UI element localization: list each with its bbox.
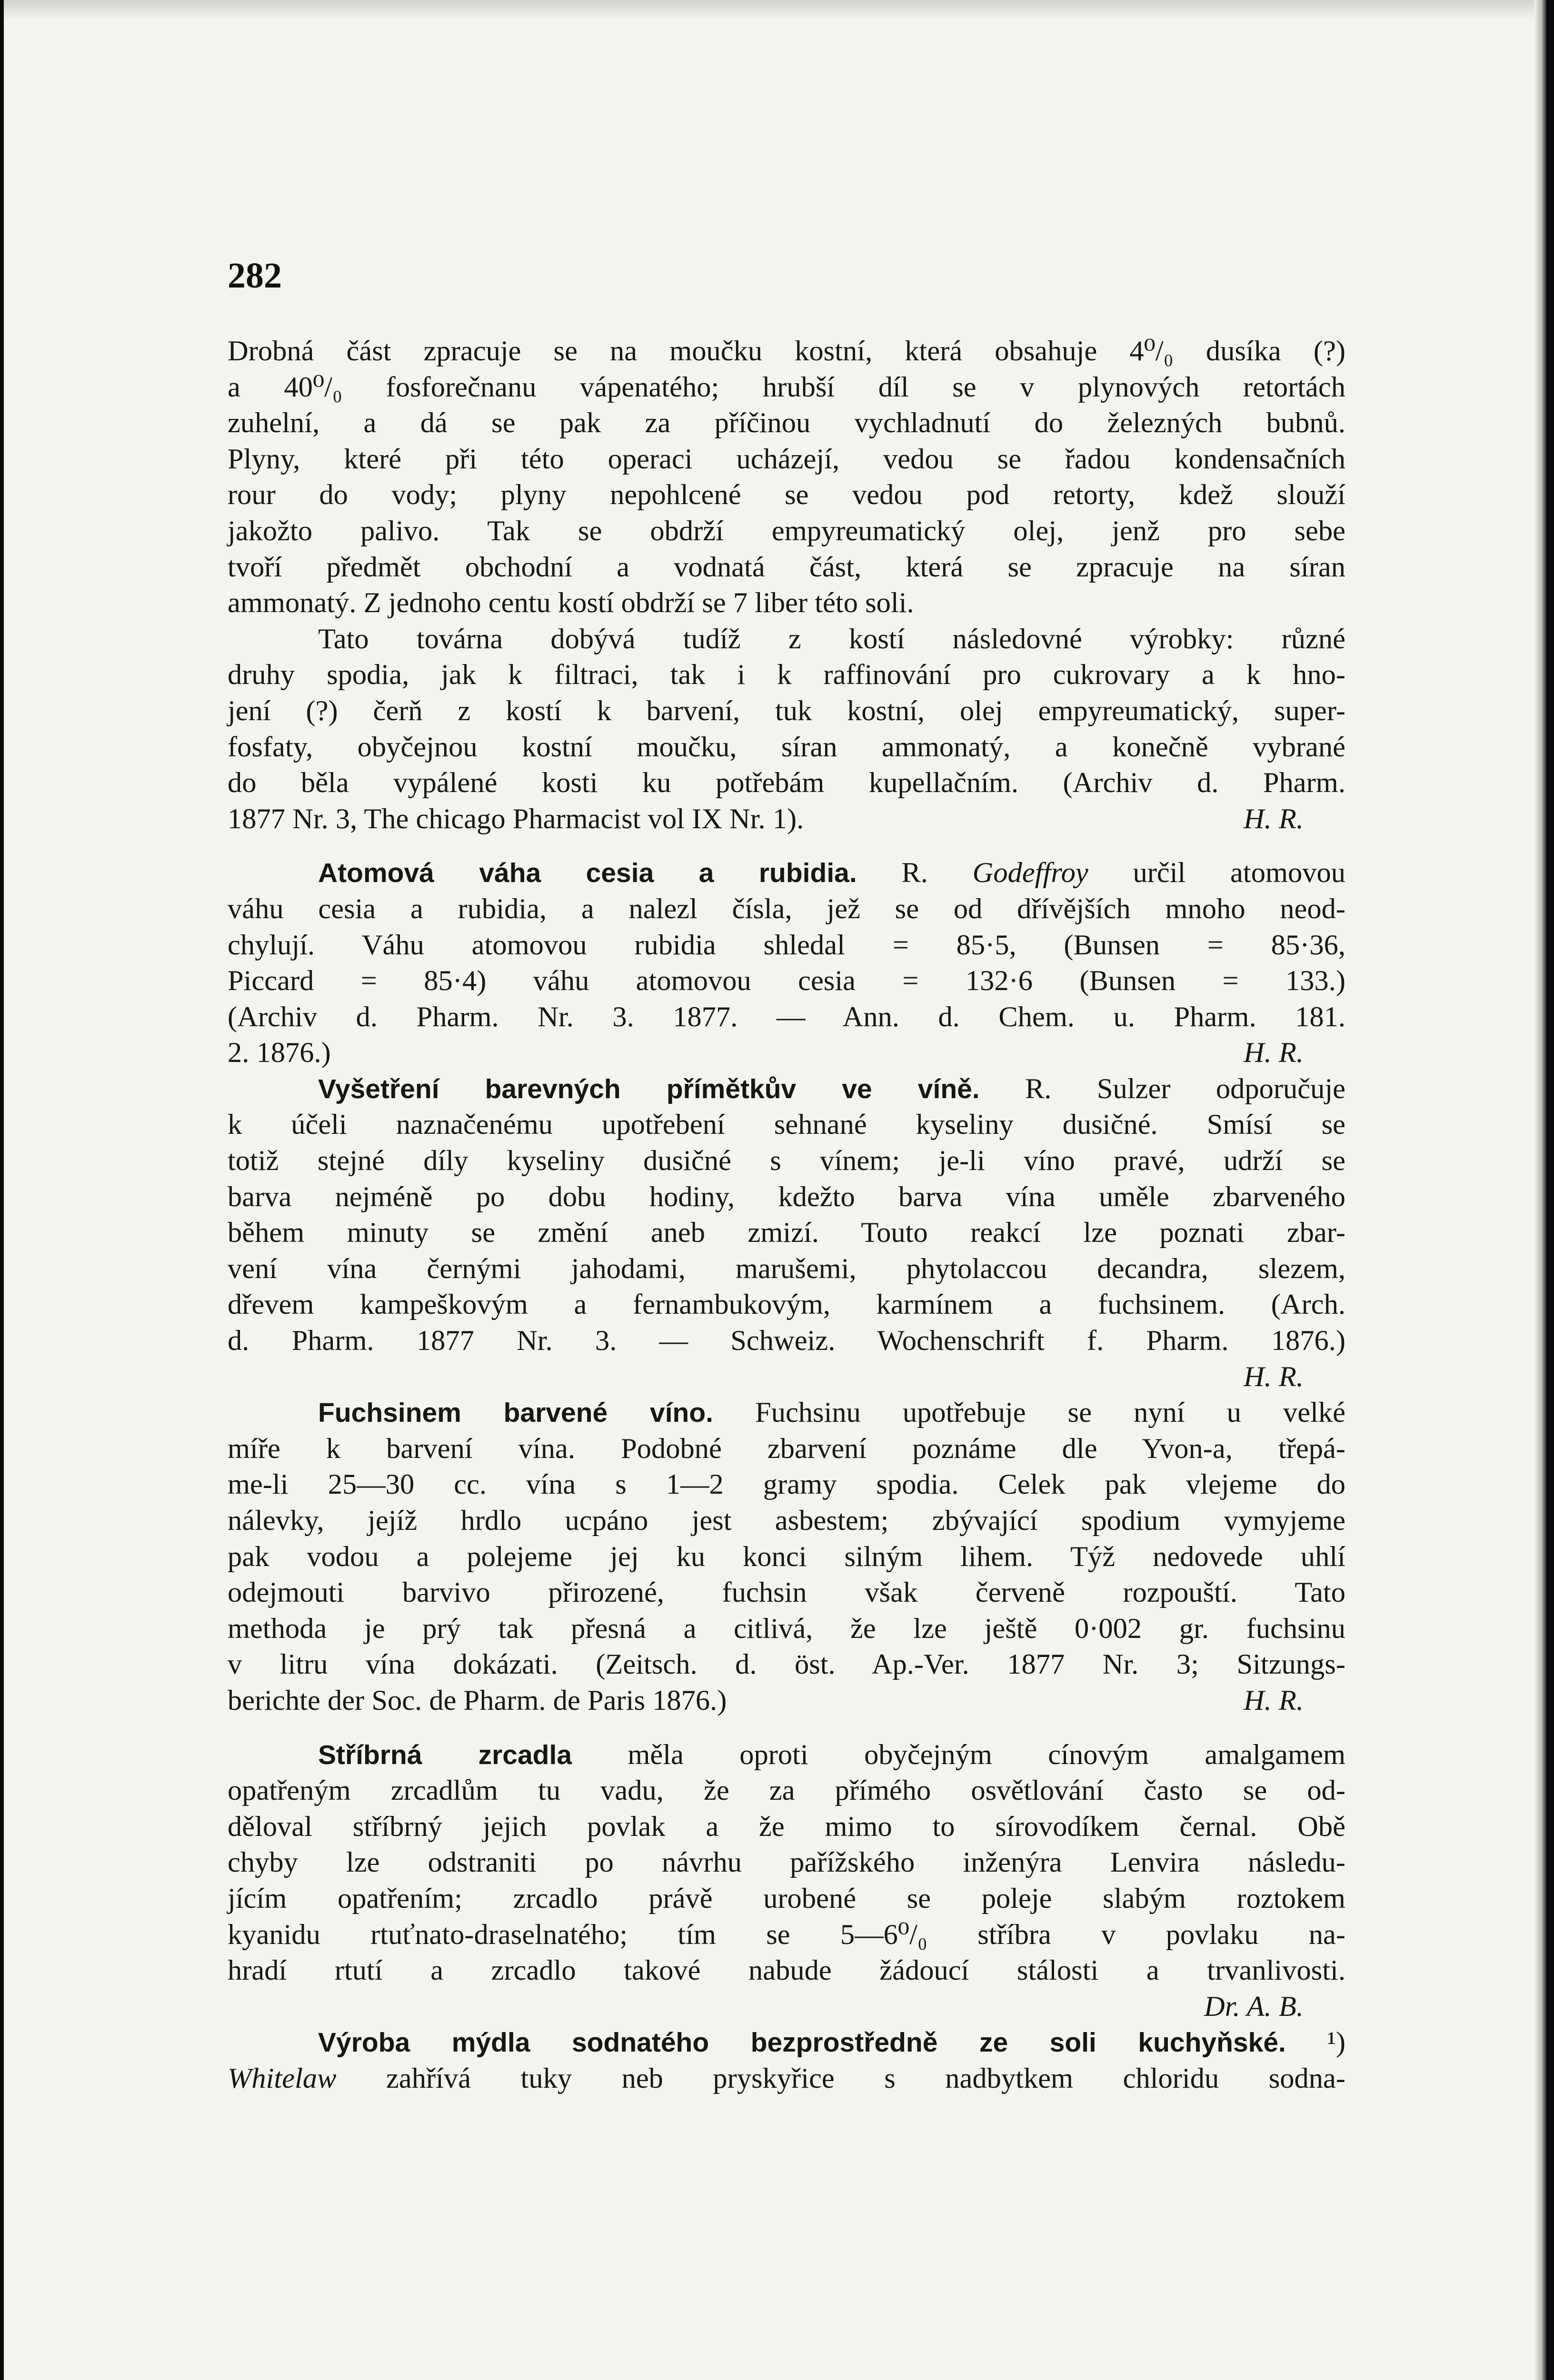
text-line: tvoří předmět obchodní a vodnatá část, která se zpracuje na síran <box>228 551 1345 583</box>
book-page <box>4 0 1546 2380</box>
text-line: a 40⁰/₀ fosforečnanu vápenatého; hrubší díl se v plynových retortách <box>228 371 1345 403</box>
text-line: d. Pharm. 1877 Nr. 3. — Schweiz. Wochenschrift f. Pharm. 1876.) <box>228 1325 1345 1357</box>
text-line: odejmouti barvivo přirozené, fuchsin však červeně rozpouští. Tato <box>228 1577 1345 1609</box>
page-edge-shadow <box>1534 0 1546 2380</box>
text-line <box>228 1035 1345 1071</box>
author-name: Whitelaw <box>228 2062 337 2094</box>
author-initials: H. R. <box>1243 803 1304 835</box>
text-line: v litru vína dokázati. (Zeitsch. d. öst. Ap.-Ver. 1877 Nr. 3; Sitzungs- <box>228 1648 1345 1681</box>
section-heading: Výroba mýdla sodnatého bezprostředně ze soli kuchyňské. <box>318 2027 1286 2058</box>
text-line: pak vodou a polejeme jej ku konci silným lihem. Týž nedovede uhlí <box>228 1540 1345 1573</box>
text-line: Piccard = 85·4) váhu atomovou cesia = 132·6 (Bunsen = 133.) <box>228 965 1345 997</box>
text-line: rour do vody; plyny nepohlcené se vedou pod retorty, kdež slouží <box>228 479 1345 511</box>
text-line: barva nejméně po dobu hodiny, kdežto barva vína uměle zbarveného <box>228 1180 1345 1213</box>
text-line: Tato továrna dobývá tudíž z kostí následovné výrobky: různé <box>318 623 1345 655</box>
text-line: k účeli naznačenému upotřebení sehnané kyseliny dusičné. Smísí se <box>228 1109 1345 1141</box>
section-heading: Fuchsinem barvené víno. <box>318 1398 714 1428</box>
text-fragment: Fuchsinu upotřebuje se nyní u velké <box>755 1397 1345 1429</box>
text-line: me-li 25—30 cc. vína s 1—2 gramy spodia. Celek pak vlejeme do <box>228 1468 1345 1501</box>
author-initials: H. R. <box>1243 1684 1304 1716</box>
text-fragment: měla oproti obyčejným cínovým amalgamem <box>628 1738 1346 1771</box>
citation-text: berichte der Soc. de Pharm. de Paris 1876.) <box>228 1684 727 1716</box>
text-line: jení (?) čerň z kostí k barvení, tuk kostní, olej empyreumatický, super- <box>228 694 1345 727</box>
text-line: druhy spodia, jak k filtraci, tak i k raffinování pro cukrovary a k hno- <box>228 659 1345 691</box>
page-body <box>228 333 1345 2097</box>
text-fragment: R. Sulzer odporučuje <box>1025 1072 1345 1105</box>
text-line: fosfaty, obyčejnou kostní moučku, síran ammonatý, a konečně vybrané <box>228 731 1345 763</box>
text-line: Drobná část zpracuje se na moučku kostní, která obsahuje 4⁰/₀ dusíka (?) <box>228 335 1345 367</box>
text-line: vení vína černými jahodami, marušemi, phytolaccou decandra, slezem, <box>228 1252 1345 1285</box>
text-line <box>228 801 1345 837</box>
text-line: jícím opatřením; zrcadlo právě urobené se poleje slabým roztokem <box>228 1882 1345 1914</box>
text-line: ammonatý. Z jednoho centu kostí obdrží se 7 liber této soli. <box>228 587 914 619</box>
section-heading-line <box>228 1071 1345 1107</box>
text-line: váhu cesia a rubidia, a nalezl čísla, jež se od dřívějších mnoho neod- <box>228 892 1345 925</box>
text-line: během minuty se změní aneb zmizí. Touto reakcí lze poznati zbar- <box>228 1217 1345 1249</box>
text-line: do běla vypálené kosti ku potřebám kupellačním. (Archiv d. Pharm. <box>228 767 1345 799</box>
text-line: (Archiv d. Pharm. Nr. 3. 1877. — Ann. d. Chem. u. Pharm. 181. <box>228 1001 1345 1033</box>
text-line: nálevky, jejíž hrdlo ucpáno jest asbestem; zbývající spodium vymyjeme <box>228 1505 1345 1537</box>
text-line: opatřeným zrcadlům tu vadu, že za přímého osvětlování často se od- <box>228 1775 1345 1807</box>
text-line: děloval stříbrný jejich povlak a že mimo to sírovodíkem černal. Obě <box>228 1810 1345 1843</box>
text-line: jakožto palivo. Tak se obdrží empyreumatický olej, jenž pro sebe <box>228 515 1345 547</box>
text-line: Plyny, které při této operaci ucházejí, vedou se řadou kondensačních <box>228 443 1345 475</box>
text-line: chylují. Váhu atomovou rubidia shledal = 85·5, (Bunsen = 85·36, <box>228 929 1345 961</box>
author-signature: Dr. A. B. <box>1204 1990 1304 2023</box>
text-line: hradí rtutí a zrcadlo takové nabude žádoucí stálosti a trvanlivosti. <box>228 1954 1345 1987</box>
text-line: dřevem kampeškovým a fernambukovým, karmínem a fuchsinem. (Arch. <box>228 1289 1345 1321</box>
text-line: míře k barvení vína. Podobné zbarvení poznáme dle Yvon-a, třepá- <box>228 1432 1345 1465</box>
author-name: Godeffroy <box>972 857 1088 889</box>
page-number: 282 <box>228 256 282 296</box>
text-line: methoda je prý tak přesná a citlivá, že lze ještě 0·002 gr. fuchsinu <box>228 1612 1345 1645</box>
citation-text: 1877 Nr. 3, The chicago Pharmacist vol IX Nr. 1). <box>228 803 804 835</box>
section-heading-line <box>228 2024 1345 2061</box>
text-line: kyanidu rtuťnato-draselnatého; tím se 5—6⁰/₀ stříbra v povlaku na- <box>228 1918 1345 1951</box>
text-line <box>228 1683 1345 1719</box>
author-initials: H. R. <box>1243 1037 1304 1069</box>
text-line <box>228 2061 1345 2097</box>
section-heading-line <box>228 1737 1345 1773</box>
text-line: chyby lze odstraniti po návrhu pařížského inženýra Lenvira následu- <box>228 1846 1345 1879</box>
text-line: zuhelní, a dá se pak za příčinou vychladnutí do železných bubnů. <box>228 407 1345 439</box>
section-heading-line <box>228 855 1345 891</box>
author-initial: R. <box>901 857 928 889</box>
citation-text: 2. 1876.) <box>228 1037 331 1069</box>
text-fragment: zahřívá tuky neb pryskyřice s nadbytkem chloridu sodna- <box>386 2062 1346 2094</box>
section-heading: Stříbrná zrcadla <box>318 1739 572 1770</box>
text-line: totiž stejné díly kyseliny dusičné s vínem; je-li víno pravé, udrží se <box>228 1145 1345 1177</box>
section-heading-line <box>228 1395 1345 1431</box>
section-heading: Vyšetření barevných přímětkův ve víně. <box>318 1073 980 1104</box>
author-initials: H. R. <box>1243 1360 1304 1393</box>
section-heading: Atomová váha cesia a rubidia. <box>318 858 857 889</box>
footnote-marker: ¹) <box>1327 2026 1345 2059</box>
text-fragment: určil atomovou <box>1133 857 1346 889</box>
